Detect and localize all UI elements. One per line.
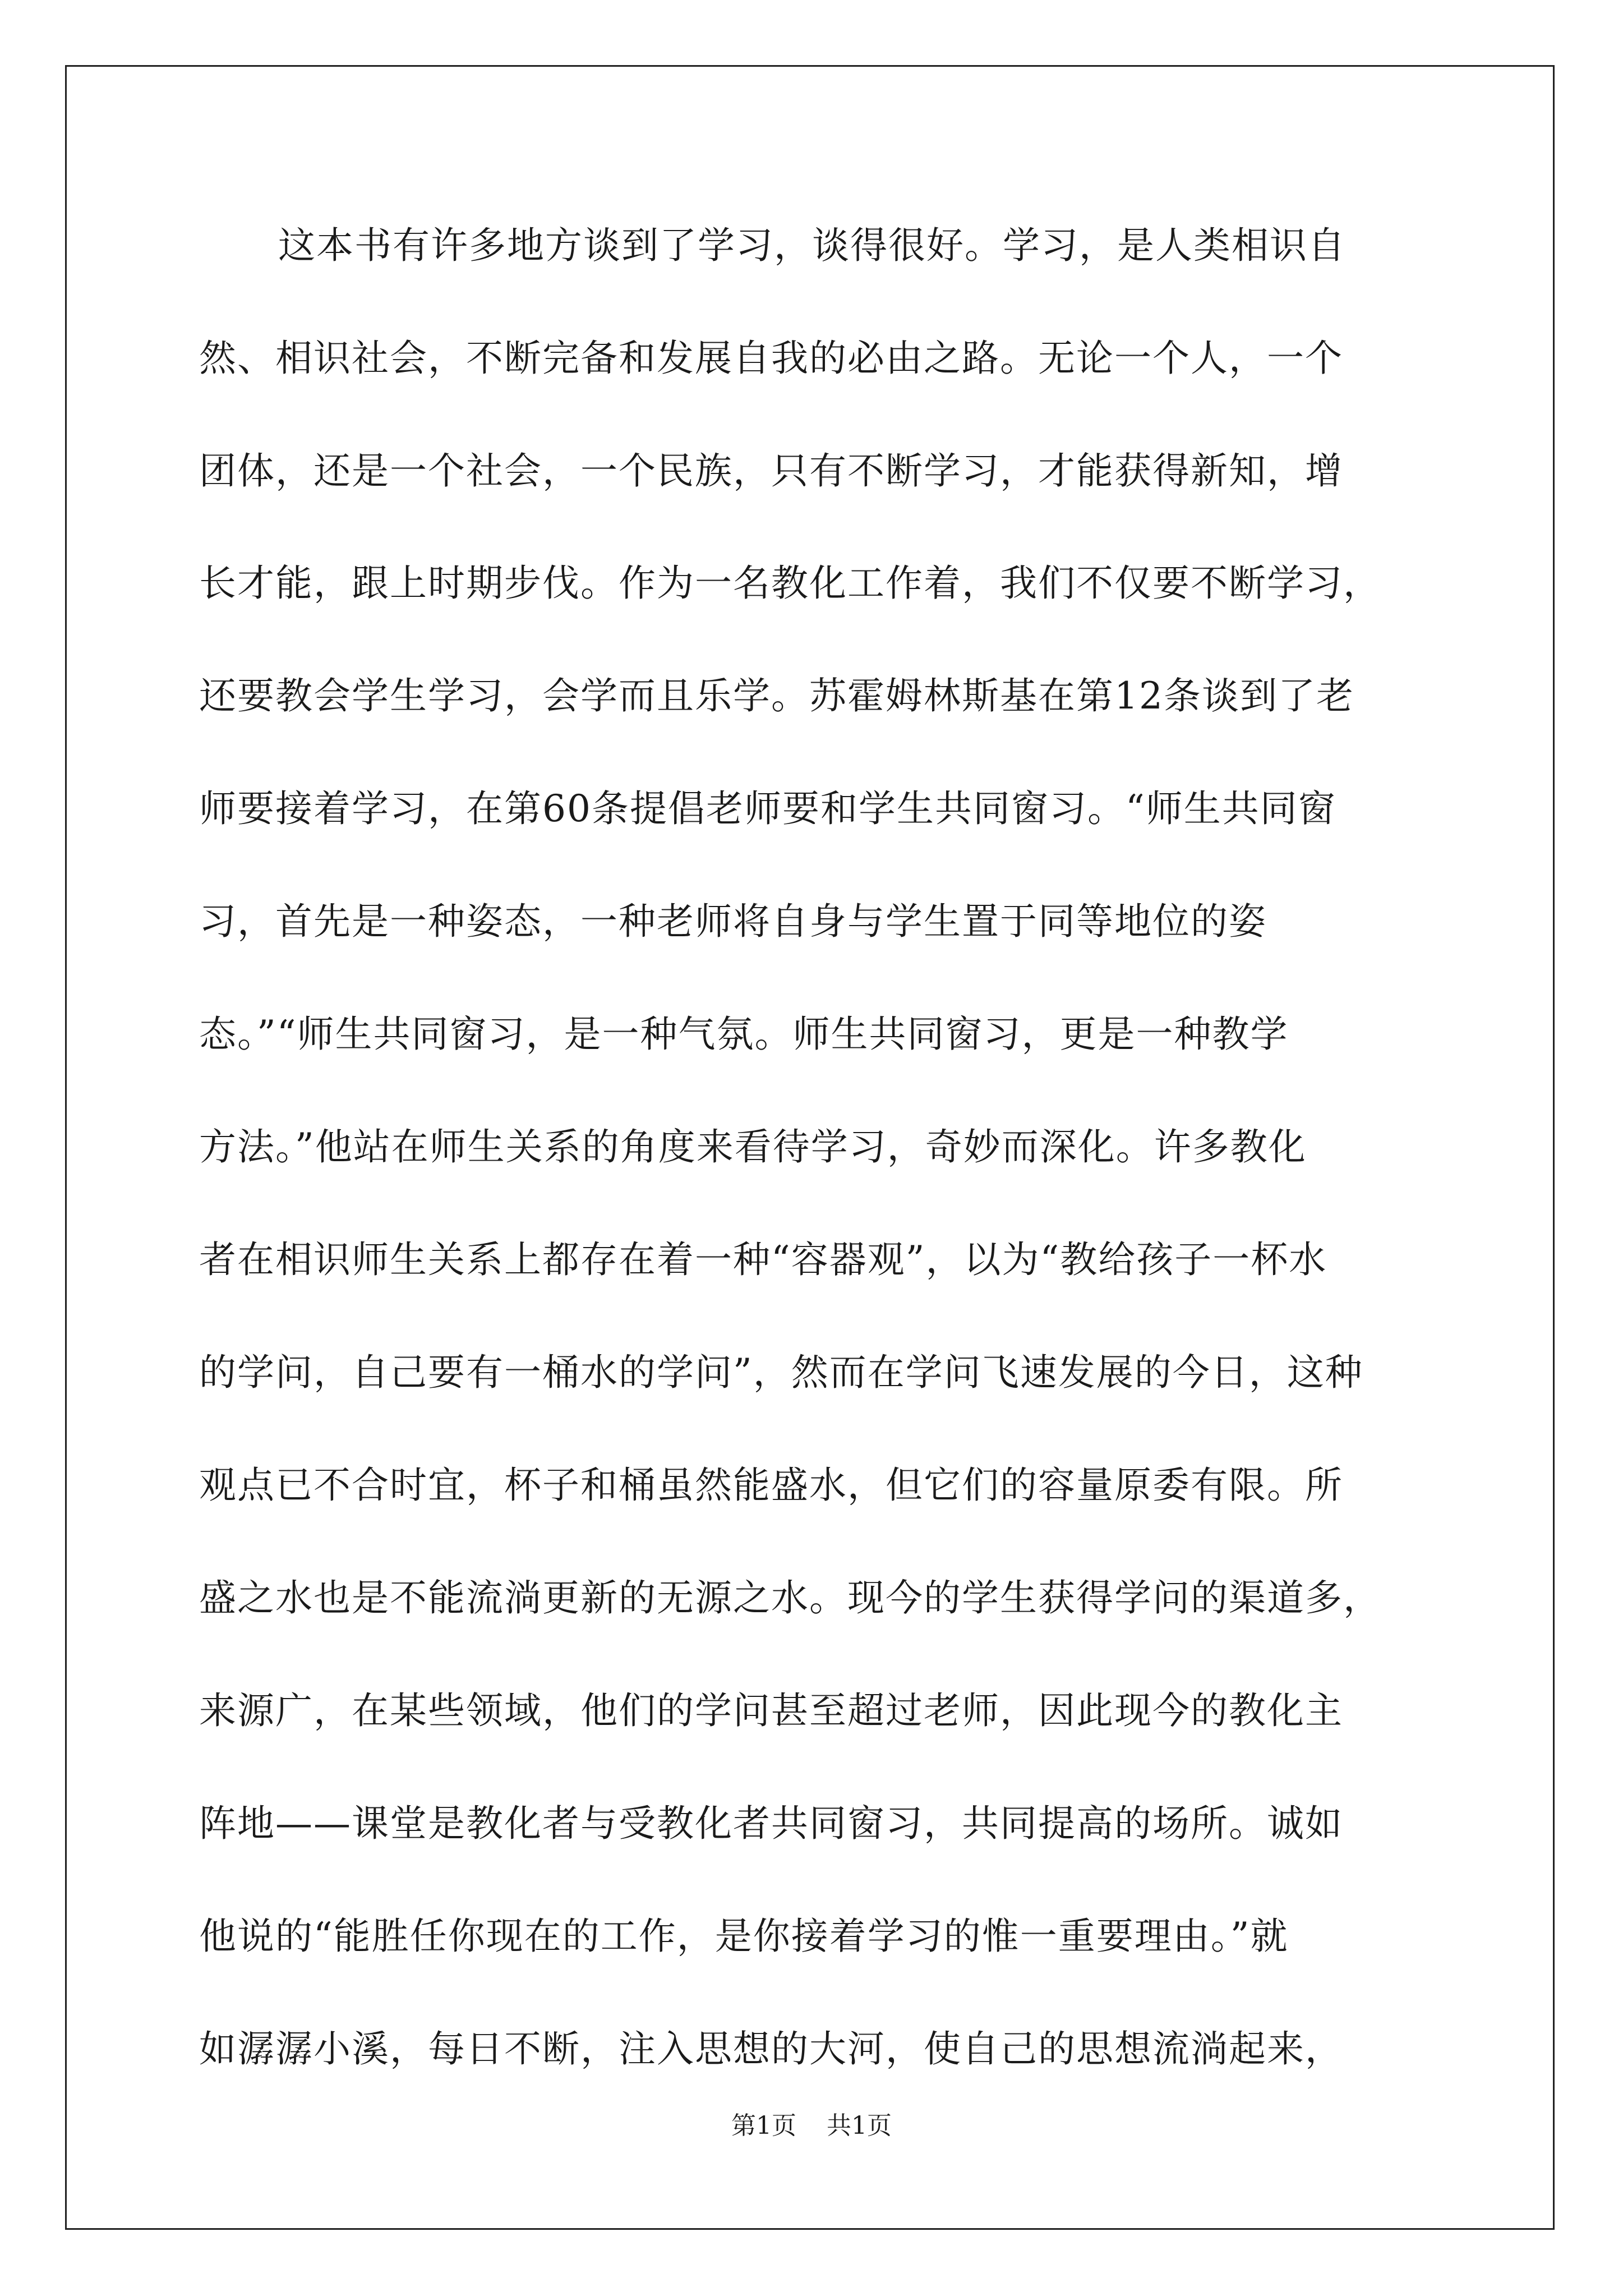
text-line: 方法。”他站在师生关系的角度来看待学习，奇妙而深化。许多教化 [199,1125,1307,1168]
page-total: 共1页 [827,2111,892,2140]
text-line: 来源广，在某些领域，他们的学问甚至超过老师，因此现今的教化主 [199,1689,1343,1732]
text-line: 习，首先是一种姿态，一种老师将自身与学生置于同等地位的姿 [199,900,1267,943]
text-line: 如潺潺小溪，每日不断，注入思想的大河，使自己的思想流淌起来， [199,2027,1343,2070]
text-line: 态。”“师生共同窗习，是一种气氛。师生共同窗习，更是一种教学 [199,1013,1289,1056]
text-line: 这本书有许多地方谈到了学习，谈得很好。学习，是人类相识自 [278,224,1346,267]
page-number: 第1页 [731,2111,796,2140]
page-footer [0,2109,1623,2143]
text-line: 盛之水也是不能流淌更新的无源之水。现今的学生获得学问的渠道多， [199,1576,1381,1619]
text-line: 然、相识社会，不断完备和发展自我的必由之路。无论一个人，一个 [199,337,1343,380]
text-line: 观点已不合时宜，杯子和桶虽然能盛水，但它们的容量原委有限。所 [199,1464,1343,1507]
text-line: 师要接着学习，在第60条提倡老师要和学生共同窗习。“师生共同窗 [199,787,1336,830]
text-line: 还要教会学生学习，会学而且乐学。苏霍姆林斯基在第12条谈到了老 [199,674,1354,717]
text-line: 阵地——课堂是教化者与受教化者共同窗习，共同提高的场所。诚如 [199,1802,1343,1845]
text-line: 他说的“能胜任你现在的工作，是你接着学习的惟一重要理由。”就 [199,1915,1289,1958]
text-line: 的学问，自己要有一桶水的学问”，然而在学问飞速发展的今日，这种 [199,1351,1363,1394]
text-line: 长才能，跟上时期步伐。作为一名教化工作着，我们不仅要不断学习， [199,562,1381,605]
text-line: 团体，还是一个社会，一个民族，只有不断学习，才能获得新知，增 [199,449,1343,493]
text-line: 者在相识师生关系上都存在着一种“容器观”，以为“教给孩子一杯水 [199,1238,1327,1281]
